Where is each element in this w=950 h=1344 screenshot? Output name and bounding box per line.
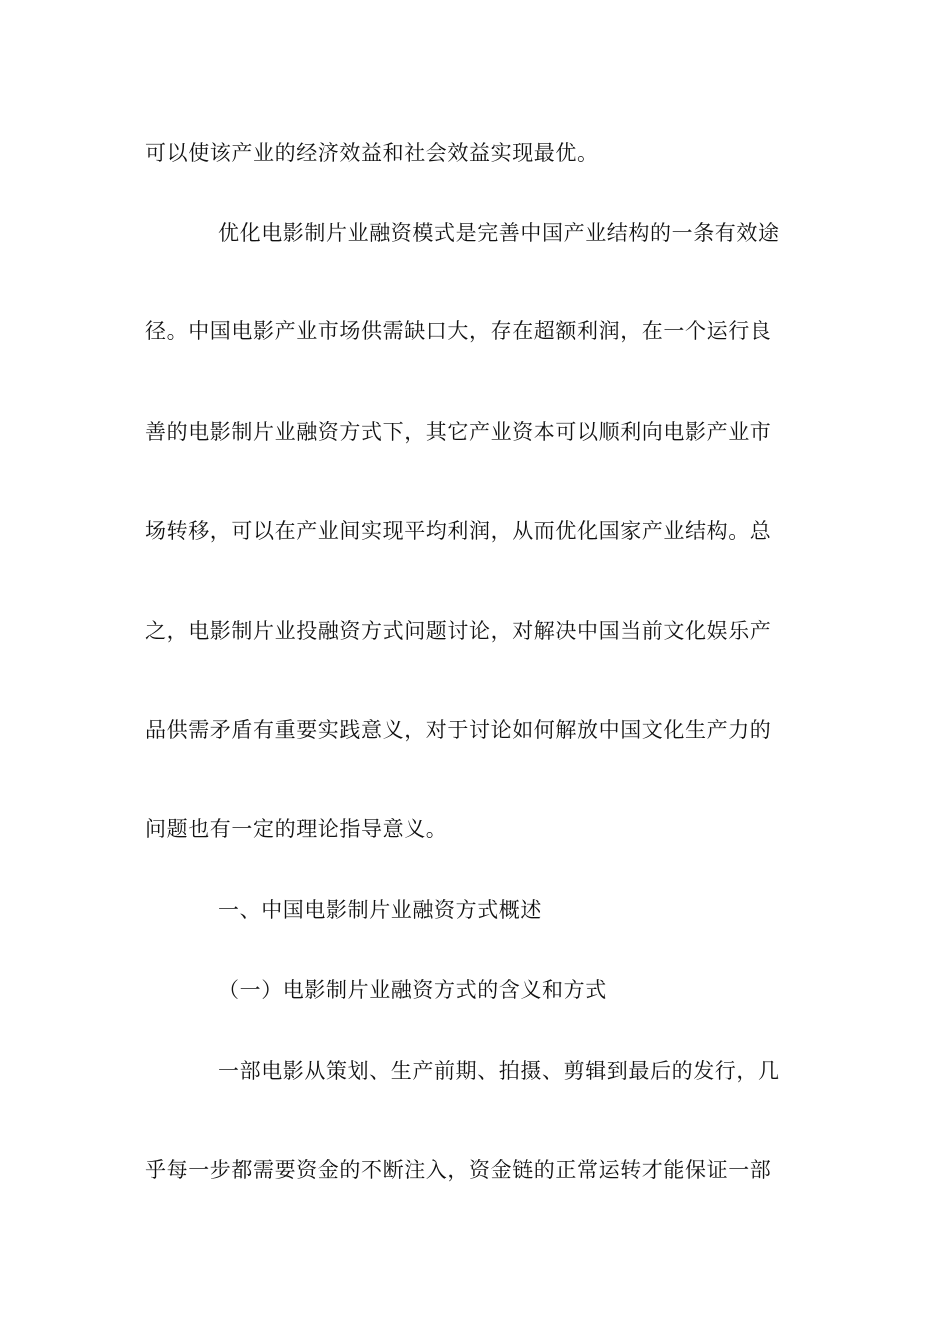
paragraph-line: 可以使该产业的经济效益和社会效益实现最优。 [145, 141, 599, 165]
paragraph-line: 善的电影制片业融资方式下，其它产业资本可以顺利向电影产业市 [145, 420, 772, 444]
paragraph-line: 径。中国电影产业市场供需缺口大，存在超额利润，在一个运行良 [145, 319, 772, 343]
subsection-heading: （一）电影制片业融资方式的含义和方式 [218, 978, 607, 1002]
paragraph-line: 场转移，可以在产业间实现平均利润，从而优化国家产业结构。总 [145, 519, 772, 543]
paragraph-line: 乎每一步都需要资金的不断注入，资金链的正常运转才能保证一部 [145, 1158, 772, 1182]
paragraph-line: 一部电影从策划、生产前期、拍摄、剪辑到最后的发行，几 [218, 1059, 780, 1083]
paragraph-line: 品供需矛盾有重要实践意义，对于讨论如何解放中国文化生产力的 [145, 718, 772, 742]
paragraph-line: 问题也有一定的理论指导意义。 [145, 817, 448, 841]
section-heading: 一、中国电影制片业融资方式概述 [218, 898, 542, 922]
paragraph-line: 优化电影制片业融资模式是完善中国产业结构的一条有效途 [218, 221, 780, 245]
paragraph-line: 之，电影制片业投融资方式问题讨论，对解决中国当前文化娱乐产 [145, 619, 772, 643]
